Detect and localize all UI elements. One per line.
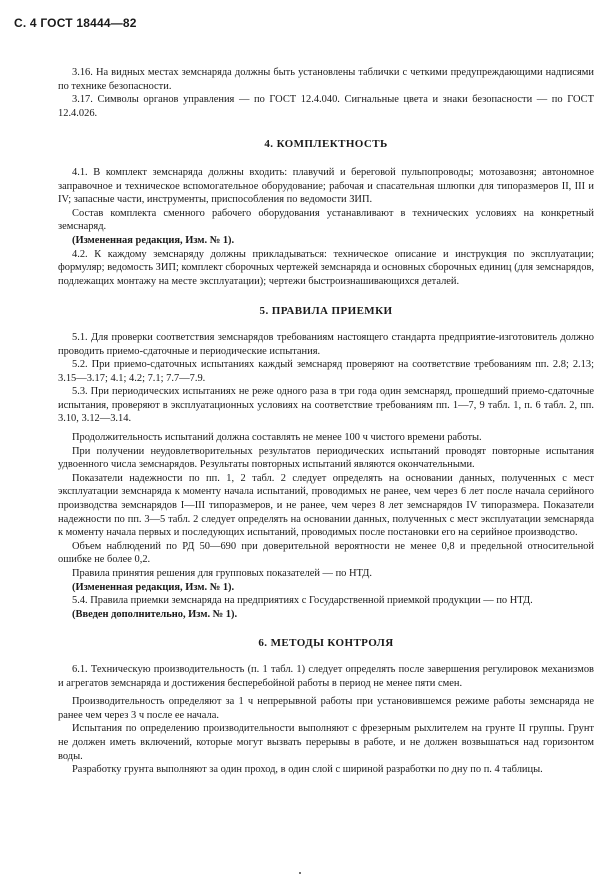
- amendment-note: (Измененная редакция, Изм. № 1).: [72, 581, 235, 593]
- paragraph-3-16: 3.16. На видных местах земснаряда должны быть установлены таблички с четкими предупреждающими надписями по технике безопасности.: [58, 67, 594, 92]
- section-5-heading: 5. ПРАВИЛА ПРИЕМКИ: [259, 305, 393, 318]
- paragraph-4-1-note: Состав комплекта сменного рабочего оборудования устанавливают в технических условиях на конкретный земснаряд.: [58, 207, 594, 233]
- document-body: [58, 66, 594, 777]
- paragraph-observations: Объем наблюдений по РД 50—690 при доверительной вероятности не менее 0,8 и предельной относительной ошибке не более 0,2.: [58, 540, 594, 566]
- paragraph-5-3: 5.3. При периодических испытаниях не реже одного раза в три года один земснаряд, прошедший приемо-сдаточные испытания, проверяют в эксплуатационных условиях на соответствие требованиям пп. 1—7, 9 табл. 1, п. 6 табл. 2, пп. 3.10, 3.12—3.14.: [58, 386, 594, 425]
- paragraph-retests: При получении неудовлетворительных результатов периодических испытаний проводят повторные испытания удвоенного числа земснарядов. Результаты повторных испытаний являются окончательными.: [58, 445, 594, 471]
- paragraph-4-2: 4.2. К каждому земснаряду должны прикладываться: техническое описание и инструкция по эксплуатации; формуляр; ведомость ЗИП; комплект сборочных чертежей земснаряда и основных сборочных единиц (для земснарядов, подлежащих монтажу на месте эксплуатации); чертежи быстроизнашивающихся деталей.: [58, 248, 594, 287]
- paragraph-5-4: 5.4. Правила приемки земснаряда на предприятиях с Государственной приемкой продукции — по НТД.: [72, 595, 533, 607]
- section-6-heading: 6. МЕТОДЫ КОНТРОЛЯ: [258, 637, 394, 650]
- amendment-note: (Измененная редакция, Изм. № 1).: [72, 234, 235, 246]
- paragraph-productivity: Производительность определяют за 1 ч непрерывной работы при установившемся режиме работы земснаряда не ранее чем через 3 ч после ее начала.: [58, 696, 594, 721]
- scan-speck: [299, 872, 301, 874]
- paragraph-duration: Продолжительность испытаний должна составлять не менее 100 ч чистого времени работы.: [72, 432, 482, 444]
- paragraph-5-2: 5.2. При приемо-сдаточных испытаниях каждый земснаряд проверяют на соответствие требованиям пп. 2.8; 2.13; 3.15—3.17; 4.1; 4.2; 7.1; 7.7—7.9.: [58, 359, 594, 384]
- page-header: С. 4 ГОСТ 18444—82: [14, 16, 137, 30]
- section-4-heading: 4. КОМПЛЕКТНОСТЬ: [264, 138, 388, 151]
- paragraph-5-1: 5.1. Для проверки соответствия земснарядов требованиям настоящего стандарта предприятие-изготовитель должно проводить приемо-сдаточные и периодические испытания.: [58, 331, 594, 357]
- paragraph-test-conditions: Испытания по определению производительности выполняют с фрезерным рыхлителем на грунте II группы. Грунт не должен иметь включений, которые могут вызвать перерывы в работе, и не должен возвышаться над горизонтом воды.: [58, 723, 594, 762]
- paragraph-decision-rules: Правила принятия решения для групповых показателей — по НТД.: [72, 568, 372, 579]
- paragraph-6-1: 6.1. Техническую производительность (п. 1 табл. 1) следует определять после завершения регулировок механизмов и агрегатов земснаряда и достижения бесперебойной работы в период не менее пяти смен.: [58, 663, 594, 689]
- paragraph-4-1: 4.1. В комплект земснаряда должны входить: плавучий и береговой пульпопроводы; мотозавозня; автономное заправочное и техническое вспомогательное оборудование; рабочая и спасательная шлюпки для типоразмеров II, III и IV; запасные части, инструменты, приспособления по ведомости ЗИП.: [58, 166, 594, 206]
- paragraph-reliability: Показатели надежности по пп. 1, 2 табл. 2 следует определять на основании данных, полученных с мест эксплуатации земснаряда к моменту начала испытаний, проводимых не ранее, чем через 6 лет после начала серийного производства земснарядов I—III типоразмеров, и не ранее, чем через 8 лет земснарядов IV типоразмера. Показатели надежности по пп. 3—5 табл. 2 следует определять на основании данных, полученных с мест эксплуатации земснаряда к моменту начала первых и последующих испытаний, проводимых после постановки его на серийное производство.: [58, 472, 594, 539]
- amendment-note: (Введен дополнительно, Изм. № 1).: [72, 608, 238, 620]
- paragraph-excavation: Разработку грунта выполняют за один проход, в один слой с шириной разработки по дну по п. 4 таблицы.: [72, 764, 543, 776]
- paragraph-3-17: 3.17. Символы органов управления — по ГОСТ 12.4.040. Сигнальные цвета и знаки безопасности — по ГОСТ 12.4.026.: [58, 94, 594, 119]
